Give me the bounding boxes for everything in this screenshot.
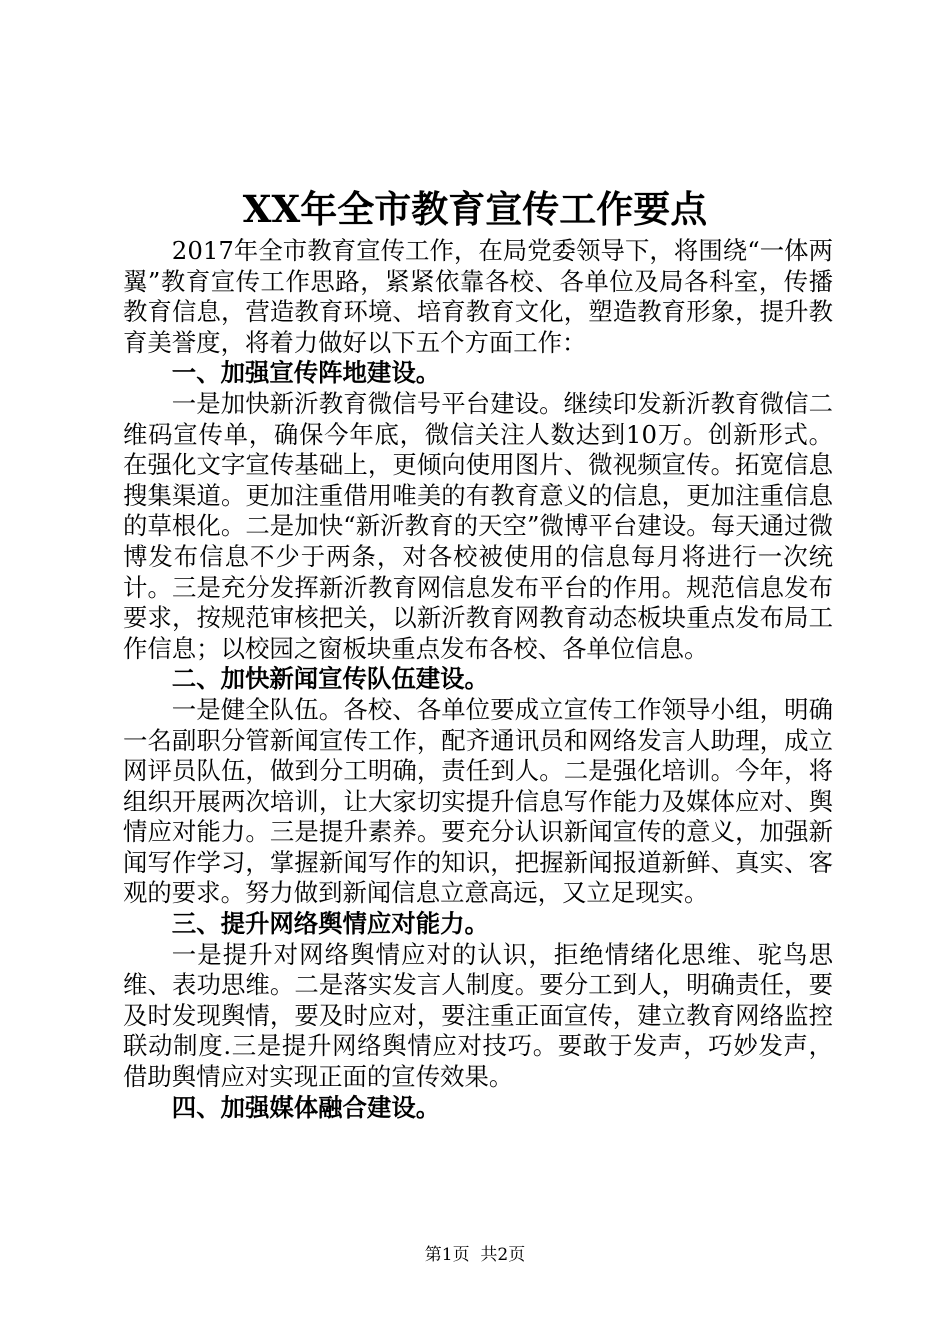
section-heading-3: 三、提升网络舆情应对能力。 — [171, 909, 489, 939]
section-paragraph-3: 一是提升对网络舆情应对的认识，拒绝情绪化思维、驼鸟思维、表功思维。二是落实发言人制度。要分工到人，明确责任，要及时发现舆情，要及时应对，要注重正面宣传，建立教育网络监控联动制度.三是提升网络舆情应对技巧。要敢于发声，巧妙发声，借助舆情应对实现正面的宣传效果。 — [123, 939, 833, 1092]
section-heading-4: 四、加强媒体融合建设。 — [171, 1092, 441, 1122]
footer-separator — [470, 1245, 481, 1265]
page-footer — [0, 1244, 950, 1266]
page-number-total: 共2页 — [480, 1245, 526, 1265]
document-title: XX年全市教育宣传工作要点 — [242, 187, 708, 231]
document-body — [123, 236, 833, 1123]
section-heading-2: 二、加快新闻宣传队伍建设。 — [171, 664, 489, 694]
page-number-current: 第1页 — [424, 1245, 470, 1265]
intro-paragraph: 2017年全市教育宣传工作，在局党委领导下，将围绕“一体两翼”教育宣传工作思路，紧紧依靠各校、各单位及局各科室，传播教育信息，营造教育环境、培育教育文化，塑造教育形象，提升教育美誉度，将着力做好以下五个方面工作： — [123, 236, 833, 357]
section-paragraph-1: 一是加快新沂教育微信号平台建设。继续印发新沂教育微信二维码宣传单，确保今年底，微信关注人数达到10万。创新形式。在强化文字宣传基础上，更倾向使用图片、微视频宣传。拓宽信息搜集渠道。更加注重借用唯美的有教育意义的信息，更加注重信息的草根化。二是加快“新沂教育的天空”微博平台建设。每天通过微博发布信息不少于两条，对各校被使用的信息每月将进行一次统计。三是充分发挥新沂教育网信息发布平台的作用。规范信息发布要求，按规范审核把关，以新沂教育网教育动态板块重点发布局工作信息；以校园之窗板块重点发布各校、各单位信息。 — [123, 388, 833, 663]
section-paragraph-2: 一是健全队伍。各校、各单位要成立宣传工作领导小组，明确一名副职分管新闻宣传工作，配齐通讯员和网络发言人助理，成立网评员队伍，做到分工明确，责任到人。二是强化培训。今年，将组织开展两次培训，让大家切实提升信息写作能力及媒体应对、舆情应对能力。三是提升素养。要充分认识新闻宣传的意义，加强新闻写作学习，掌握新闻写作的知识，把握新闻报道新鲜、真实、客观的要求。努力做到新闻信息立意高远，又立足现实。 — [123, 694, 833, 908]
section-heading-1: 一、加强宣传阵地建设。 — [171, 358, 441, 388]
